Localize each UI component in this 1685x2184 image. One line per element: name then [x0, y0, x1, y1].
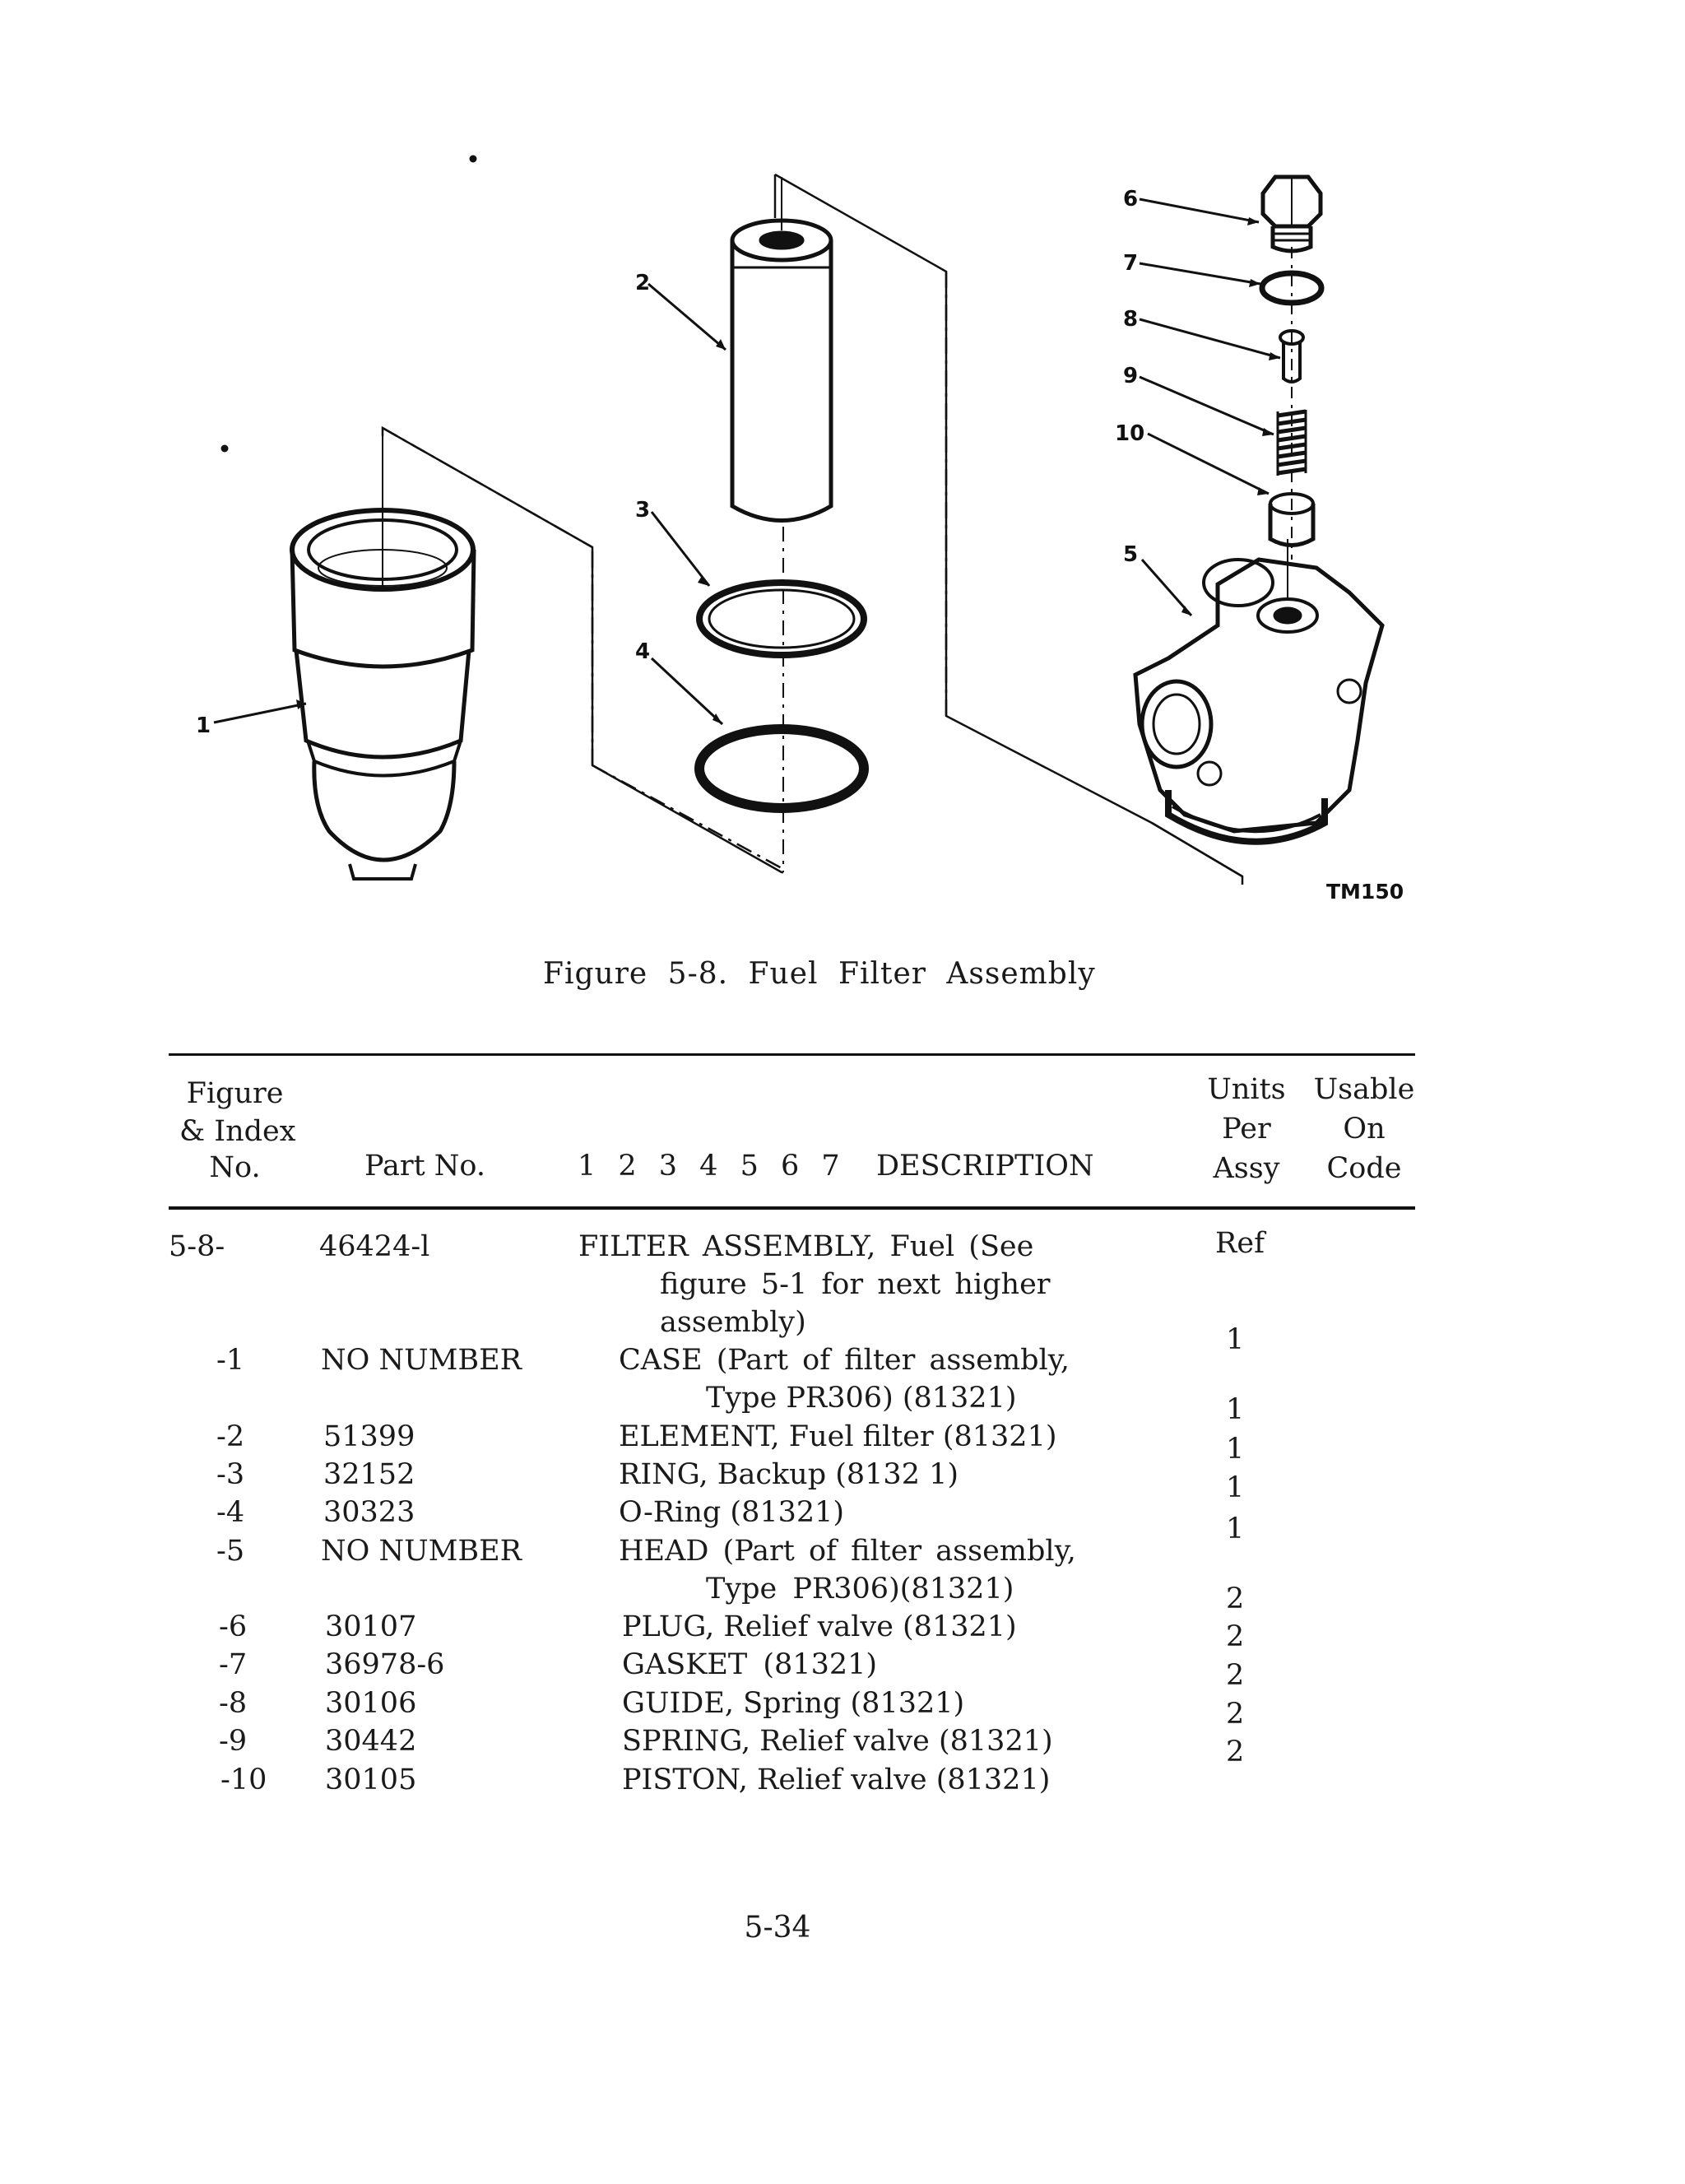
row-index: -1 [216, 1344, 245, 1377]
callout-4: 4 [635, 639, 651, 664]
units-value: 2 [1226, 1620, 1245, 1653]
row-description-cont: assembly) [660, 1306, 806, 1339]
callout-1: 1 [196, 713, 211, 738]
row-description: HEAD (Part of filter assembly, [619, 1535, 1076, 1568]
callout-7: 7 [1123, 251, 1139, 276]
exploded-parts-illustration [0, 0, 1685, 946]
row-description-cont: Type PR306)(81321) [706, 1573, 1014, 1605]
row-index: -10 [220, 1763, 267, 1796]
stray-mark [222, 446, 227, 451]
row-part-no: 46424-l [319, 1230, 430, 1263]
units-value: 2 [1226, 1582, 1245, 1615]
row-index: -6 [219, 1610, 248, 1643]
tm-label: TM150 [1326, 880, 1404, 904]
row-part-no: NO NUMBER [321, 1535, 522, 1568]
row-description: FILTER ASSEMBLY, Fuel (See [578, 1230, 1034, 1263]
row-description: SPRING, Relief valve (81321) [622, 1725, 1053, 1758]
plug-drawing [1263, 177, 1321, 251]
row-description: GUIDE, Spring (81321) [622, 1687, 965, 1720]
figure-caption: Figure 5-8. Fuel Filter Assembly [543, 957, 1096, 991]
callout-10: 10 [1115, 421, 1145, 446]
row-index: -3 [216, 1458, 245, 1491]
units-value: 1 [1226, 1323, 1245, 1356]
row-description-cont: figure 5-1 for next higher [660, 1268, 1051, 1301]
row-description: PISTON, Relief valve (81321) [622, 1763, 1051, 1796]
row-description: PLUG, Relief valve (81321) [622, 1610, 1017, 1643]
callout-9: 9 [1123, 364, 1139, 388]
units-value: 2 [1226, 1659, 1245, 1692]
units-value: 2 [1226, 1736, 1245, 1768]
header-units-per-assy: Units Per Assy [1207, 1073, 1286, 1185]
row-index: -8 [219, 1687, 248, 1720]
row-index: -2 [216, 1420, 245, 1453]
units-value: Ref [1215, 1227, 1265, 1260]
callout-6: 6 [1123, 187, 1139, 211]
row-index: 5-8- [169, 1230, 225, 1263]
row-part-no: 30105 [325, 1763, 417, 1796]
row-part-no: 32152 [323, 1458, 415, 1491]
units-value: 1 [1226, 1471, 1245, 1504]
row-description: GASKET (81321) [622, 1648, 878, 1681]
row-part-no: 30323 [323, 1496, 415, 1529]
callout-5: 5 [1123, 542, 1139, 567]
element-drawing [732, 177, 831, 521]
assembly-phantom-lines [383, 174, 1242, 885]
page-number: 5-34 [744, 1911, 811, 1945]
header-figure-index: Figure & Index No. [179, 1077, 296, 1184]
row-index: -9 [219, 1725, 248, 1758]
row-index: -5 [216, 1535, 245, 1568]
units-value: 2 [1226, 1698, 1245, 1731]
row-part-no: 36978-6 [325, 1648, 445, 1681]
header-usable-on-code: Usable On Code [1313, 1073, 1415, 1185]
row-part-no: NO NUMBER [321, 1344, 522, 1377]
stray-mark [471, 156, 476, 161]
units-value: 1 [1226, 1433, 1245, 1466]
units-value: 1 [1226, 1513, 1245, 1545]
header-part-no: Part No. [364, 1150, 485, 1183]
units-value: 1 [1226, 1393, 1245, 1426]
row-description: O-Ring (81321) [619, 1496, 845, 1529]
row-description: RING, Backup (8132 1) [619, 1458, 959, 1491]
o-ring-drawing [699, 729, 864, 808]
row-part-no: 30107 [325, 1610, 417, 1643]
row-part-no: 30442 [325, 1725, 417, 1758]
row-part-no: 30106 [325, 1687, 417, 1720]
header-description: DESCRIPTION [876, 1150, 1094, 1183]
row-description: ELEMENT, Fuel filter (81321) [619, 1420, 1057, 1453]
row-description-cont: Type PR306) (81321) [706, 1382, 1017, 1415]
table-top-rule [169, 1053, 1415, 1056]
head-drawing [1135, 539, 1382, 842]
callout-8: 8 [1123, 307, 1139, 332]
table-header-rule [169, 1206, 1415, 1210]
row-description: CASE (Part of filter assembly, [619, 1344, 1070, 1377]
callout-2: 2 [635, 271, 651, 295]
callout-3: 3 [635, 498, 651, 523]
backup-ring-drawing [699, 583, 864, 655]
case-drawing [292, 436, 474, 879]
row-part-no: 51399 [323, 1420, 415, 1453]
row-index: -7 [219, 1648, 248, 1681]
row-index: -4 [216, 1496, 245, 1529]
header-indent-levels: 1 2 3 4 5 6 7 [578, 1150, 840, 1183]
